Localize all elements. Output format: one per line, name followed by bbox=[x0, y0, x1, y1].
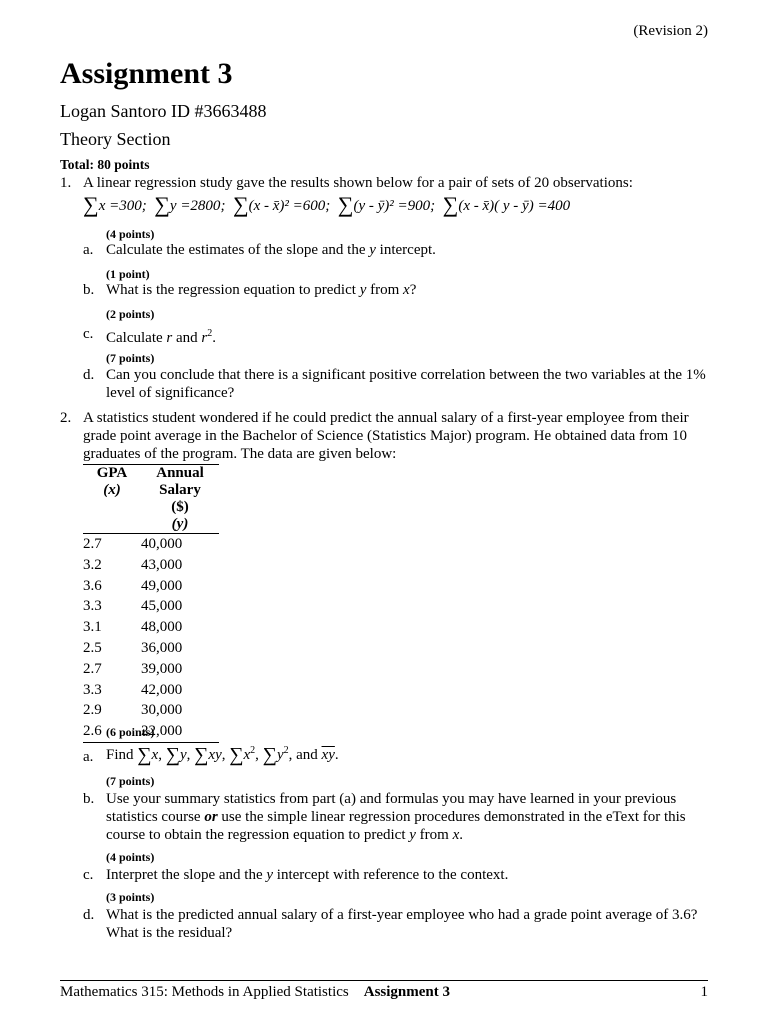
points-1d: (7 points) bbox=[106, 351, 155, 365]
gpa-cell: 3.2 bbox=[83, 556, 102, 573]
table-row bbox=[83, 555, 219, 576]
points-1b: (1 point) bbox=[106, 267, 150, 281]
table-row bbox=[83, 534, 219, 555]
table-row bbox=[83, 700, 219, 721]
gpa-cell: 2.5 bbox=[83, 639, 102, 656]
formula-sxy: (x - x̄)( y - ȳ) =400 bbox=[458, 198, 571, 214]
points-1a: (4 points) bbox=[106, 227, 155, 241]
question-1a: a. Calculate the estimates of the slope and the y intercept. bbox=[83, 242, 436, 258]
table-row bbox=[83, 659, 219, 680]
section-heading: Theory Section bbox=[60, 129, 171, 149]
gpa-cell: 3.1 bbox=[83, 619, 102, 636]
page-number: 1 bbox=[700, 984, 708, 1000]
salary-cell: 36,000 bbox=[141, 639, 183, 656]
question-1d: d. Can you conclude that there is a significant positive correlation between the two variables at the 1% level of significance? bbox=[83, 367, 706, 401]
question-1-number: 1. bbox=[60, 175, 72, 191]
question-1-text: A linear regression study gave the results shown below for a pair of sets of 20 observations: bbox=[83, 175, 633, 191]
question-2a: a. Find ∑x, ∑y, ∑xy, $\sum x^2$, $\sum y^2$, and $\overline{xy}$. bbox=[83, 744, 339, 766]
question-2d: d. What is the predicted annual salary of a first-year employee who had a grade point average of 3.6? What is the residual? bbox=[83, 907, 698, 941]
table-row bbox=[83, 596, 219, 617]
page-title: Assignment 3 bbox=[60, 57, 233, 90]
question-2b: b. Use your summary statistics from part (a) and formulas you may have learned in your previous statistics course or use the simple linear regression procedures demonstrated in the eText for this course to obtain the regression equation to predict y from x. bbox=[83, 791, 686, 843]
part-label: d. bbox=[83, 907, 95, 923]
question-1c: c. Calculate r and $r^2$. bbox=[83, 326, 216, 346]
table-row bbox=[83, 680, 219, 701]
data-table bbox=[83, 464, 219, 743]
points-2c: (4 points) bbox=[106, 850, 155, 864]
table-row bbox=[83, 638, 219, 659]
gpa-cell: 3.3 bbox=[83, 598, 102, 615]
points-2b: (7 points) bbox=[106, 774, 155, 788]
part-label: d. bbox=[83, 367, 95, 383]
salary-cell: 42,000 bbox=[141, 681, 183, 698]
salary-cell: 40,000 bbox=[141, 536, 183, 552]
part-label: a. bbox=[83, 242, 94, 258]
table-header-salary: Annual Salary ($) (y) bbox=[156, 465, 204, 532]
table-row bbox=[83, 576, 219, 597]
formula-sum-y: y =2800 bbox=[169, 198, 221, 214]
salary-cell: 48,000 bbox=[141, 619, 183, 636]
table-header-gpa: GPA (x) bbox=[96, 465, 128, 498]
salary-cell: 45,000 bbox=[141, 598, 183, 615]
points-2d: (3 points) bbox=[106, 890, 155, 904]
part-label: b. bbox=[83, 282, 95, 298]
question-2c: c. Interpret the slope and the y intercept with reference to the context. bbox=[83, 867, 509, 883]
gpa-cell: 2.7 bbox=[83, 536, 102, 552]
points-1c: (2 points) bbox=[106, 307, 155, 321]
part-label: a. bbox=[83, 749, 94, 765]
question-1b: b. What is the regression equation to predict y from x? bbox=[83, 282, 417, 298]
salary-cell: 22,000 bbox=[141, 723, 183, 740]
footer-course: Mathematics 315: Methods in Applied Statistics bbox=[60, 984, 349, 1000]
part-label: b. bbox=[83, 791, 95, 807]
part-label: c. bbox=[83, 867, 94, 883]
footer bbox=[60, 984, 708, 1001]
salary-cell: 30,000 bbox=[141, 702, 183, 719]
question-1-formula: ∑x =300; ∑y =2800; ∑(x - x̄)² =600; ∑(y - ȳ)² =900; ∑(x - x̄)( y - ȳ) =400 bbox=[83, 192, 571, 217]
salary-cell: 49,000 bbox=[141, 577, 183, 594]
points-2a: (6 points) bbox=[106, 725, 155, 739]
question-2-text: A statistics student wondered if he could predict the annual salary of a first-year employee from their grade point average in the Bachelor of Science (Statistics Major) program. He obtained data from 10 graduates of the program. The data are given below: bbox=[83, 410, 689, 462]
salary-cell: 43,000 bbox=[141, 556, 183, 573]
total-points: Total: 80 points bbox=[60, 157, 150, 172]
gpa-cell: 2.9 bbox=[83, 702, 102, 719]
formula-syy: (y - ȳ)² =900 bbox=[353, 198, 431, 214]
formula-sxx: (x - x̄)² =600 bbox=[248, 198, 326, 214]
revision-label: (Revision 2) bbox=[633, 23, 708, 39]
gpa-cell: 2.6 bbox=[83, 723, 102, 740]
gpa-cell: 3.6 bbox=[83, 577, 102, 594]
footer-rule bbox=[60, 980, 708, 981]
question-2-number: 2. bbox=[60, 410, 72, 426]
question-2 bbox=[60, 409, 710, 463]
question-1 bbox=[60, 174, 710, 192]
salary-cell: 39,000 bbox=[141, 660, 183, 677]
table-row bbox=[83, 617, 219, 638]
formula-sum-x: x =300 bbox=[98, 198, 142, 214]
gpa-cell: 3.3 bbox=[83, 681, 102, 698]
author-line: Logan Santoro ID #3663488 bbox=[60, 101, 267, 121]
part-label: c. bbox=[83, 326, 94, 342]
gpa-cell: 2.7 bbox=[83, 660, 102, 677]
footer-assignment: Assignment 3 bbox=[363, 984, 450, 1000]
